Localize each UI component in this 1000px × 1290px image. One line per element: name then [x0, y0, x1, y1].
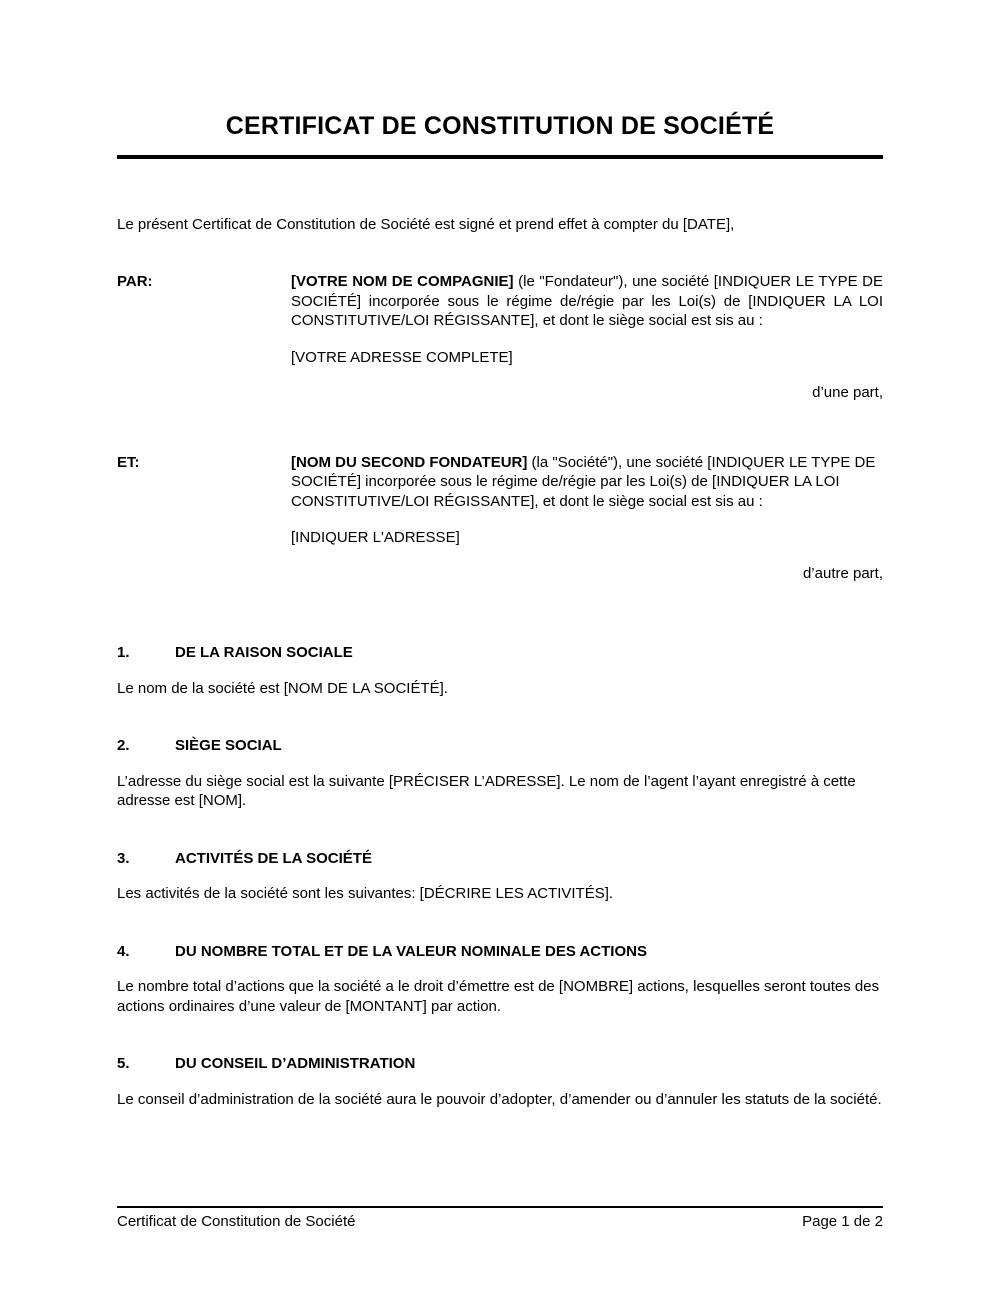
section-number: 2.	[117, 737, 130, 755]
party-description	[291, 272, 883, 331]
section-body-3: Les activités de la société sont les suivantes: [DÉCRIRE LES ACTIVITÉS].	[117, 885, 614, 903]
section-title: ACTIVITÉS DE LA SOCIÉTÉ	[175, 849, 372, 867]
section-body-1: Le nom de la société est [NOM DE LA SOCIÉTÉ].	[117, 679, 448, 697]
section-title: DU NOMBRE TOTAL ET DE LA VALEUR NOMINALE DES ACTIONS	[175, 942, 647, 960]
section-number: 3.	[117, 849, 130, 867]
party-description	[291, 453, 883, 512]
party-address-placeholder: [INDIQUER L'ADRESSE]	[291, 529, 460, 547]
section-body-2: L’adresse du siège social est la suivante [PRÉCISER L’ADRESSE]. Le nom de l’agent l’ayant enregistré à cette adresse est [NOM].	[117, 772, 856, 810]
party-content	[291, 453, 883, 584]
page-title: CERTIFICAT DE CONSTITUTION DE SOCIÉTÉ	[225, 112, 775, 140]
party-description-text: (le "Fondateur"), une société [INDIQUER LE TYPE DE SOCIÉTÉ] incorporée sous le régime de/régie par les Loi(s) de [INDIQUER LA LOI CONSTITUTIVE/LOI RÉGISSANTE], et dont le siège social est sis au :	[291, 273, 884, 330]
section-body-5: Le conseil d’administration de la société aura le pouvoir d’adopter, d’amender ou d’annuler les statuts de la société.	[117, 1090, 882, 1108]
party-label: ET:	[117, 453, 140, 471]
party-description-text: (la "Société"), une société [INDIQUER LE TYPE DE SOCIÉTÉ] incorporée sous le régime de/régie par les Loi(s) de [INDIQUER LA LOI CONSTITUTIVE/LOI RÉGISSANTE], et dont le siège social est sis au :	[291, 453, 876, 510]
part-note: d’autre part,	[802, 564, 883, 582]
section-title: SIÈGE SOCIAL	[175, 737, 282, 755]
party-block-par	[117, 272, 883, 403]
section-body-4: Le nombre total d’actions que la société a le droit d’émettre est de [NOMBRE] actions, lesquelles seront toutes des actions ordinaires d’une valeur de [MONTANT] par action.	[117, 978, 880, 1015]
section-heading-5	[117, 1054, 883, 1074]
section-heading-1	[117, 643, 883, 663]
party-label: PAR:	[117, 273, 153, 291]
title-divider	[117, 155, 883, 159]
section-number: 4.	[117, 942, 130, 960]
party-name-placeholder: [NOM DU SECOND FONDATEUR]	[291, 453, 528, 471]
footer-page-number: Page 1 de 2	[802, 1213, 883, 1230]
footer-document-title: Certificat de Constitution de Société	[117, 1213, 356, 1230]
party-address-placeholder: [VOTRE ADRESSE COMPLETE]	[291, 348, 513, 366]
section-title: DE LA RAISON SOCIALE	[175, 644, 353, 662]
party-block-et	[117, 453, 883, 584]
section-heading-4	[117, 942, 883, 962]
intro-paragraph: Le présent Certificat de Constitution de Société est signé et prend effet à compter du [DATE],	[117, 215, 735, 233]
section-heading-3	[117, 849, 883, 869]
section-number: 1.	[117, 644, 130, 662]
party-content	[291, 272, 883, 403]
part-note: d’une part,	[812, 384, 883, 402]
party-name-placeholder: [VOTRE NOM DE COMPAGNIE]	[291, 273, 514, 291]
section-number: 5.	[117, 1055, 130, 1073]
section-heading-2	[117, 736, 883, 756]
section-title: DU CONSEIL D’ADMINISTRATION	[175, 1055, 416, 1073]
page-footer	[117, 1206, 883, 1232]
